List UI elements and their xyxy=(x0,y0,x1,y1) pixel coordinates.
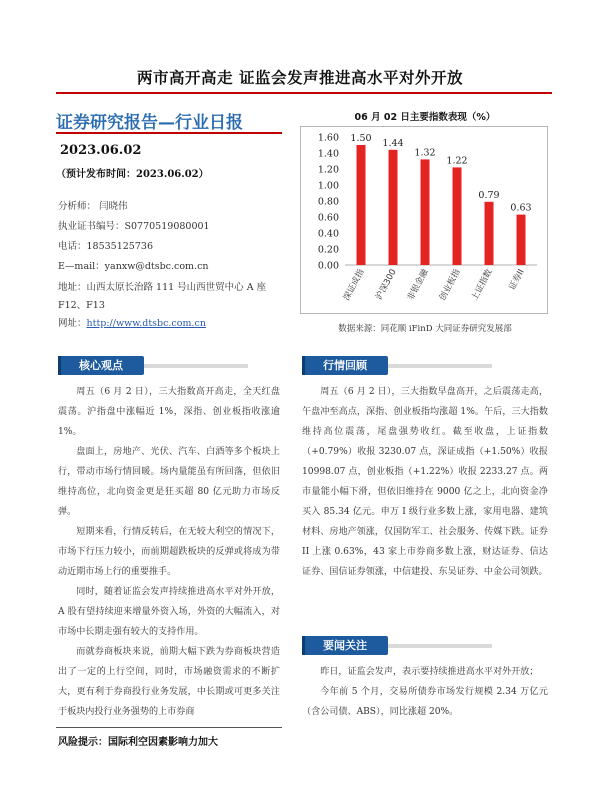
bar-value-label: 0.79 xyxy=(478,189,500,201)
core-paragraph: 同时，随着证监会发声持续推进高水平对外开放，A 股有望持续迎来增量外资入场，外资的大幅流入，对市场中长期走强有较大的支持作用。 xyxy=(58,587,280,637)
x-tick-label: 证券II xyxy=(507,267,527,292)
y-tick-label: 1.60 xyxy=(317,132,339,144)
news-paragraph: 今年前 5 个月，交易所债券市场发行规模 2.34 万亿元（含公司债、ABS），同比涨超 20%。 xyxy=(302,687,548,717)
bar-value-label: 1.32 xyxy=(414,147,436,159)
core-paragraph: 而就券商板块来说，前期大幅下跌为券商板块营造出了一定的上行空间，同时，市场融资需求的不断扩大，更有利于券商投行业务发展，中长期或可更多关注于板块内投行业务强势的上市券商 xyxy=(58,647,280,717)
analyst-address-floor: F12、F13 xyxy=(58,300,105,311)
core-paragraph: 盘面上，房地产、光伏、汽车、白酒等多个板块上行，带动市场行情回暖。场内量能虽有所回落，但依旧维持高位，北向资金更是狂买超 80 亿元助力市场反弹。 xyxy=(58,447,280,517)
y-tick-label: 0.00 xyxy=(317,260,339,272)
report-title: 证券研究报告—行业日报 xyxy=(56,113,243,133)
x-tick-label: 上证指数 xyxy=(469,267,495,303)
bar-value-label: 1.44 xyxy=(382,137,404,149)
market-section-body xyxy=(302,382,548,582)
y-tick-label: 1.20 xyxy=(317,164,339,176)
bar-value-label: 1.22 xyxy=(446,155,468,167)
core-paragraph: 周五（6 月 2 日），三大指数高开高走，全天红盘震荡。沪指盘中涨幅近 1%，深指、创业板指收涨逾 1%。 xyxy=(58,387,280,437)
chart-source: 数据来源：同花顺 iFinD 大同证券研究发展部 xyxy=(338,324,512,334)
y-tick-label: 1.40 xyxy=(317,148,339,160)
bar-value-label: 0.63 xyxy=(510,202,532,214)
headline-divider xyxy=(56,92,552,94)
y-tick-label: 1.00 xyxy=(317,180,339,192)
market-section-title: 行情回顾 xyxy=(302,356,388,375)
y-tick-label: 0.80 xyxy=(317,196,339,208)
core-paragraph: 短期来看，行情反转后，在无较大利空的情况下，市场下行压力较小，而前期超跌板块的反弹或将成为带动近期市场上行的重要推手。 xyxy=(58,527,280,577)
market-paragraph: 周五（6 月 2 日），三大指数早盘高开，之后震荡走高，午盘冲至高点，深指、创业板指均涨超 1%。午后，三大指数维持高位震荡，尾盘强势收红。截至收盘，上证指数（+0.79%）收报 3230.07 点，深证成指（+1.50%）收报 10998.07 点，创业板指（+1.22%）收报 2233.27 点。两市量能小幅下滑，但依旧维持在 9000 亿之上，北向资金净买入 85.34 亿元。申万 I 级行业多数上涨，家用电器、建筑材料、房地产领涨，仅国防军工、社会服务、传媒下跌。证券 II 上涨 0.63%，43 家上市券商多数上涨，财达证券、信达证券、国信证券领涨，中信建投、东吴证券、中金公司领跌。 xyxy=(302,387,548,577)
y-tick-label: 0.60 xyxy=(317,212,339,224)
market-section-header xyxy=(302,356,492,375)
y-tick-label: 0.20 xyxy=(317,244,339,256)
publish-time: （预计发布时间：2023.06.02） xyxy=(56,169,209,180)
index-performance-chart xyxy=(300,126,548,314)
analyst-phone: 电话：18535125736 xyxy=(58,241,153,252)
news-section-title: 要闻关注 xyxy=(302,636,388,655)
website-label: 网址： xyxy=(58,318,87,329)
website-link[interactable]: http://www.dtsbc.com.cn xyxy=(86,318,206,329)
core-section-body xyxy=(58,382,280,722)
analyst-license: 执业证书编号：S0770519080001 xyxy=(58,221,210,232)
report-title-divider xyxy=(56,132,282,134)
chart-title: 06 月 02 日主要指数表现（%） xyxy=(354,112,496,123)
bar xyxy=(357,145,366,265)
chart-canvas xyxy=(301,127,547,313)
bar xyxy=(421,159,430,265)
news-paragraph: 昨日，证监会发声，表示要持续推进高水平对外开放； xyxy=(320,667,539,677)
risk-warning: 风险提示：国际利空因素影响力加大 xyxy=(58,737,218,748)
core-section-title: 核心观点 xyxy=(58,356,144,375)
analyst-name: 分析师： 闫晓伟 xyxy=(58,201,128,212)
core-section-header xyxy=(58,356,248,375)
bar-value-label: 1.50 xyxy=(350,133,372,144)
report-date: 2023.06.02 xyxy=(60,143,142,158)
bar xyxy=(485,202,494,265)
bar xyxy=(389,150,398,265)
bar xyxy=(453,167,462,265)
analyst-email: E—mail：yanxw@dtsbc.com.cn xyxy=(58,261,209,272)
x-tick-label: 非银金融 xyxy=(405,267,431,303)
x-tick-label: 创业板指 xyxy=(437,267,463,303)
risk-divider xyxy=(56,727,282,728)
bar xyxy=(517,215,526,265)
x-tick-label: 沪深300 xyxy=(374,267,399,302)
headline: 两市高开高走 证监会发声推进高水平对外开放 xyxy=(137,69,463,87)
analyst-website-row xyxy=(58,315,206,329)
x-tick-label: 深证成指 xyxy=(341,267,367,303)
analyst-address: 地址：山西太原长治路 111 号山西世贸中心 A 座 xyxy=(58,282,267,293)
news-section-header xyxy=(302,636,492,655)
y-tick-label: 0.40 xyxy=(317,228,339,240)
news-section-body xyxy=(302,662,548,722)
